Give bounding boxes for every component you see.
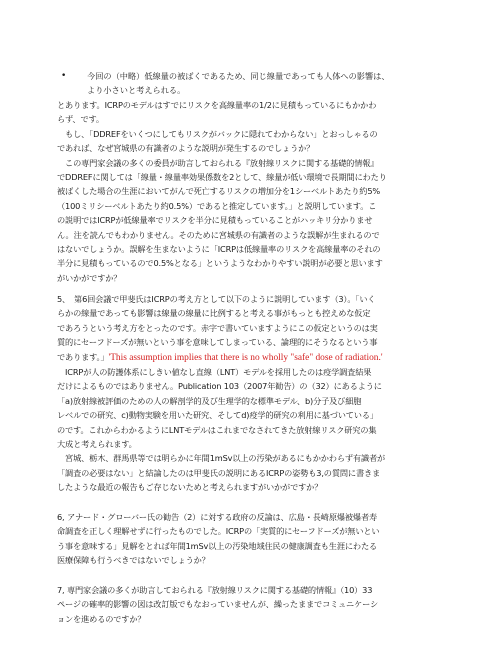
bullet-text — [87, 69, 452, 98]
text-line: とあります。ICRPのモデルはすでにリスクを高線量率の1/2に見積もっているにもかかわ — [57, 100, 377, 110]
text-line: ページの確率的影響の図は改訂版でもなおっていませんが、繰ったままでコミュニケーシ — [57, 599, 379, 610]
text-line: のです。これからわかるようにLNTモデルはこれまでなされてきた放射線リスク研究の集 — [57, 424, 377, 435]
paragraph-ddref — [57, 98, 452, 285]
text-line: だけによるものではありません。Publication 103（2007年勧告）の（32）にあるように — [57, 381, 382, 392]
paragraph-section-6 — [57, 510, 452, 568]
text-line: 「a)放射線被評価のための人の解剖学的及び生理学的な標準モデル、b)分子及び細胞 — [57, 395, 362, 406]
text-line: したような最近の報告もご存じないためと考えられますがいかがですか？ — [57, 482, 323, 493]
text-line: であろうという考え方をとったのです。赤字で書いていますようにこの仮定というのは実 — [57, 322, 378, 333]
text-line: 大成と考えられます。 — [57, 439, 137, 450]
mixed-line — [57, 350, 452, 365]
text-line: 6, アナード・グローバー氏の勧告（2）に対する政府の反論は、広島・長崎原爆被爆者寿 — [57, 512, 378, 522]
text-line: もし、「DDREFをいくつにしてもリスクがバックに隠れてわからない」とおっしゃるの — [57, 128, 378, 139]
text-line: がいかがですか？ — [57, 272, 122, 283]
text-line: 今回の（中略）低線量の被ばくであるため、同じ線量であっても人体への影響は、 — [87, 71, 390, 81]
text-line: レベルでの研究、c)動物実験を用いた研究、そしてd)疫学的研究の利用に基づいている」 — [57, 410, 378, 421]
text-line: より小さいと考えられる。 — [87, 85, 186, 96]
text-line: 7, 専門家会議の多くが助言しておられる『放射線リスクに関する基礎的情報』（10）33 — [57, 585, 373, 595]
text-line: 5、 第6回会議で甲斐氏はICRPの考え方として以下のように説明しています（3）。「いく — [57, 294, 376, 304]
text-line: であります。」 — [57, 351, 109, 362]
paragraph-section-5 — [57, 292, 452, 495]
text-line: この専門家会議の多くの委員が助言しておられる『放射線リスクに関する基礎的情報』 — [57, 157, 379, 168]
text-line: ん。注を読んでもわかりません。そのために宮城県の有識者のような誤解が生まれるので — [57, 229, 380, 240]
red-english-quote: 'This assumption implies that there is no wholly "safe" dose of radiation.' — [108, 352, 383, 363]
text-line: らず、です。 — [57, 114, 104, 125]
text-line: 医療保障も行うべきではないでしょうか？ — [57, 555, 210, 566]
text-line: 被ばくした場合の生涯においてがんで死亡するリスクの増加分を1シーベルトあたり約5% — [57, 186, 381, 197]
text-line: でDDREFに関しては「線量・線量率効果係数を2として、線量が低い環境で長期間にわたり — [57, 172, 387, 183]
paragraph-section-7 — [57, 583, 452, 626]
text-line: 命調査を正しく理解せずに行ったものでした。ICRPの「実質的にセーフドーズが無いとい — [57, 526, 380, 537]
text-line: （100ミリシーベルトあたり約0.5%）であると推定しています。」と説明しています。こ — [57, 200, 377, 211]
text-line: はないでしょうか。誤解を生まないように「ICRPは低線量率のリスクを高線量率のそれの — [57, 244, 381, 255]
text-line: の説明ではICRPが低線量率でリスクを半分に見積もっていることがハッキリ分かりませ — [57, 215, 373, 226]
text-line: ICRPが人の防護体系にしきい値なし直線（LNT）モデルを採用したのは疫学調査結果 — [57, 367, 372, 378]
text-line: 半分に見積もっているので0.5%となる」というようなわかりやすい説明が必要と思います — [57, 258, 383, 269]
text-line: ョンを進めるのですか？ — [57, 613, 146, 624]
bullet-icon: • — [61, 71, 67, 81]
text-line: 宮城、栃木、群馬県等では明らかに年間1mSv以上の汚染があるにもかかわらず有識者が — [57, 453, 386, 464]
text-line: 質的にセーフドーズが無いという事を意味してしまっている、論理的にそうなるという事 — [57, 337, 378, 348]
text-line: う事を意味する」見解をとれば年間1mSv以上の汚染地域住民の健康調査も生涯にわたる — [57, 540, 378, 551]
text-line: らかの線量であっても影響は線量の線量に比例すると考える事がもっとも控えめな仮定 — [57, 308, 371, 319]
text-line: 「調査の必要はない」と結論したのは甲斐氏の説明にあるICRPの姿勢も3,の質問に書きま — [57, 467, 381, 478]
text-line: であれば、なぜ宮城県の有識者のような説明が発生するのでしょうか？ — [57, 143, 315, 154]
